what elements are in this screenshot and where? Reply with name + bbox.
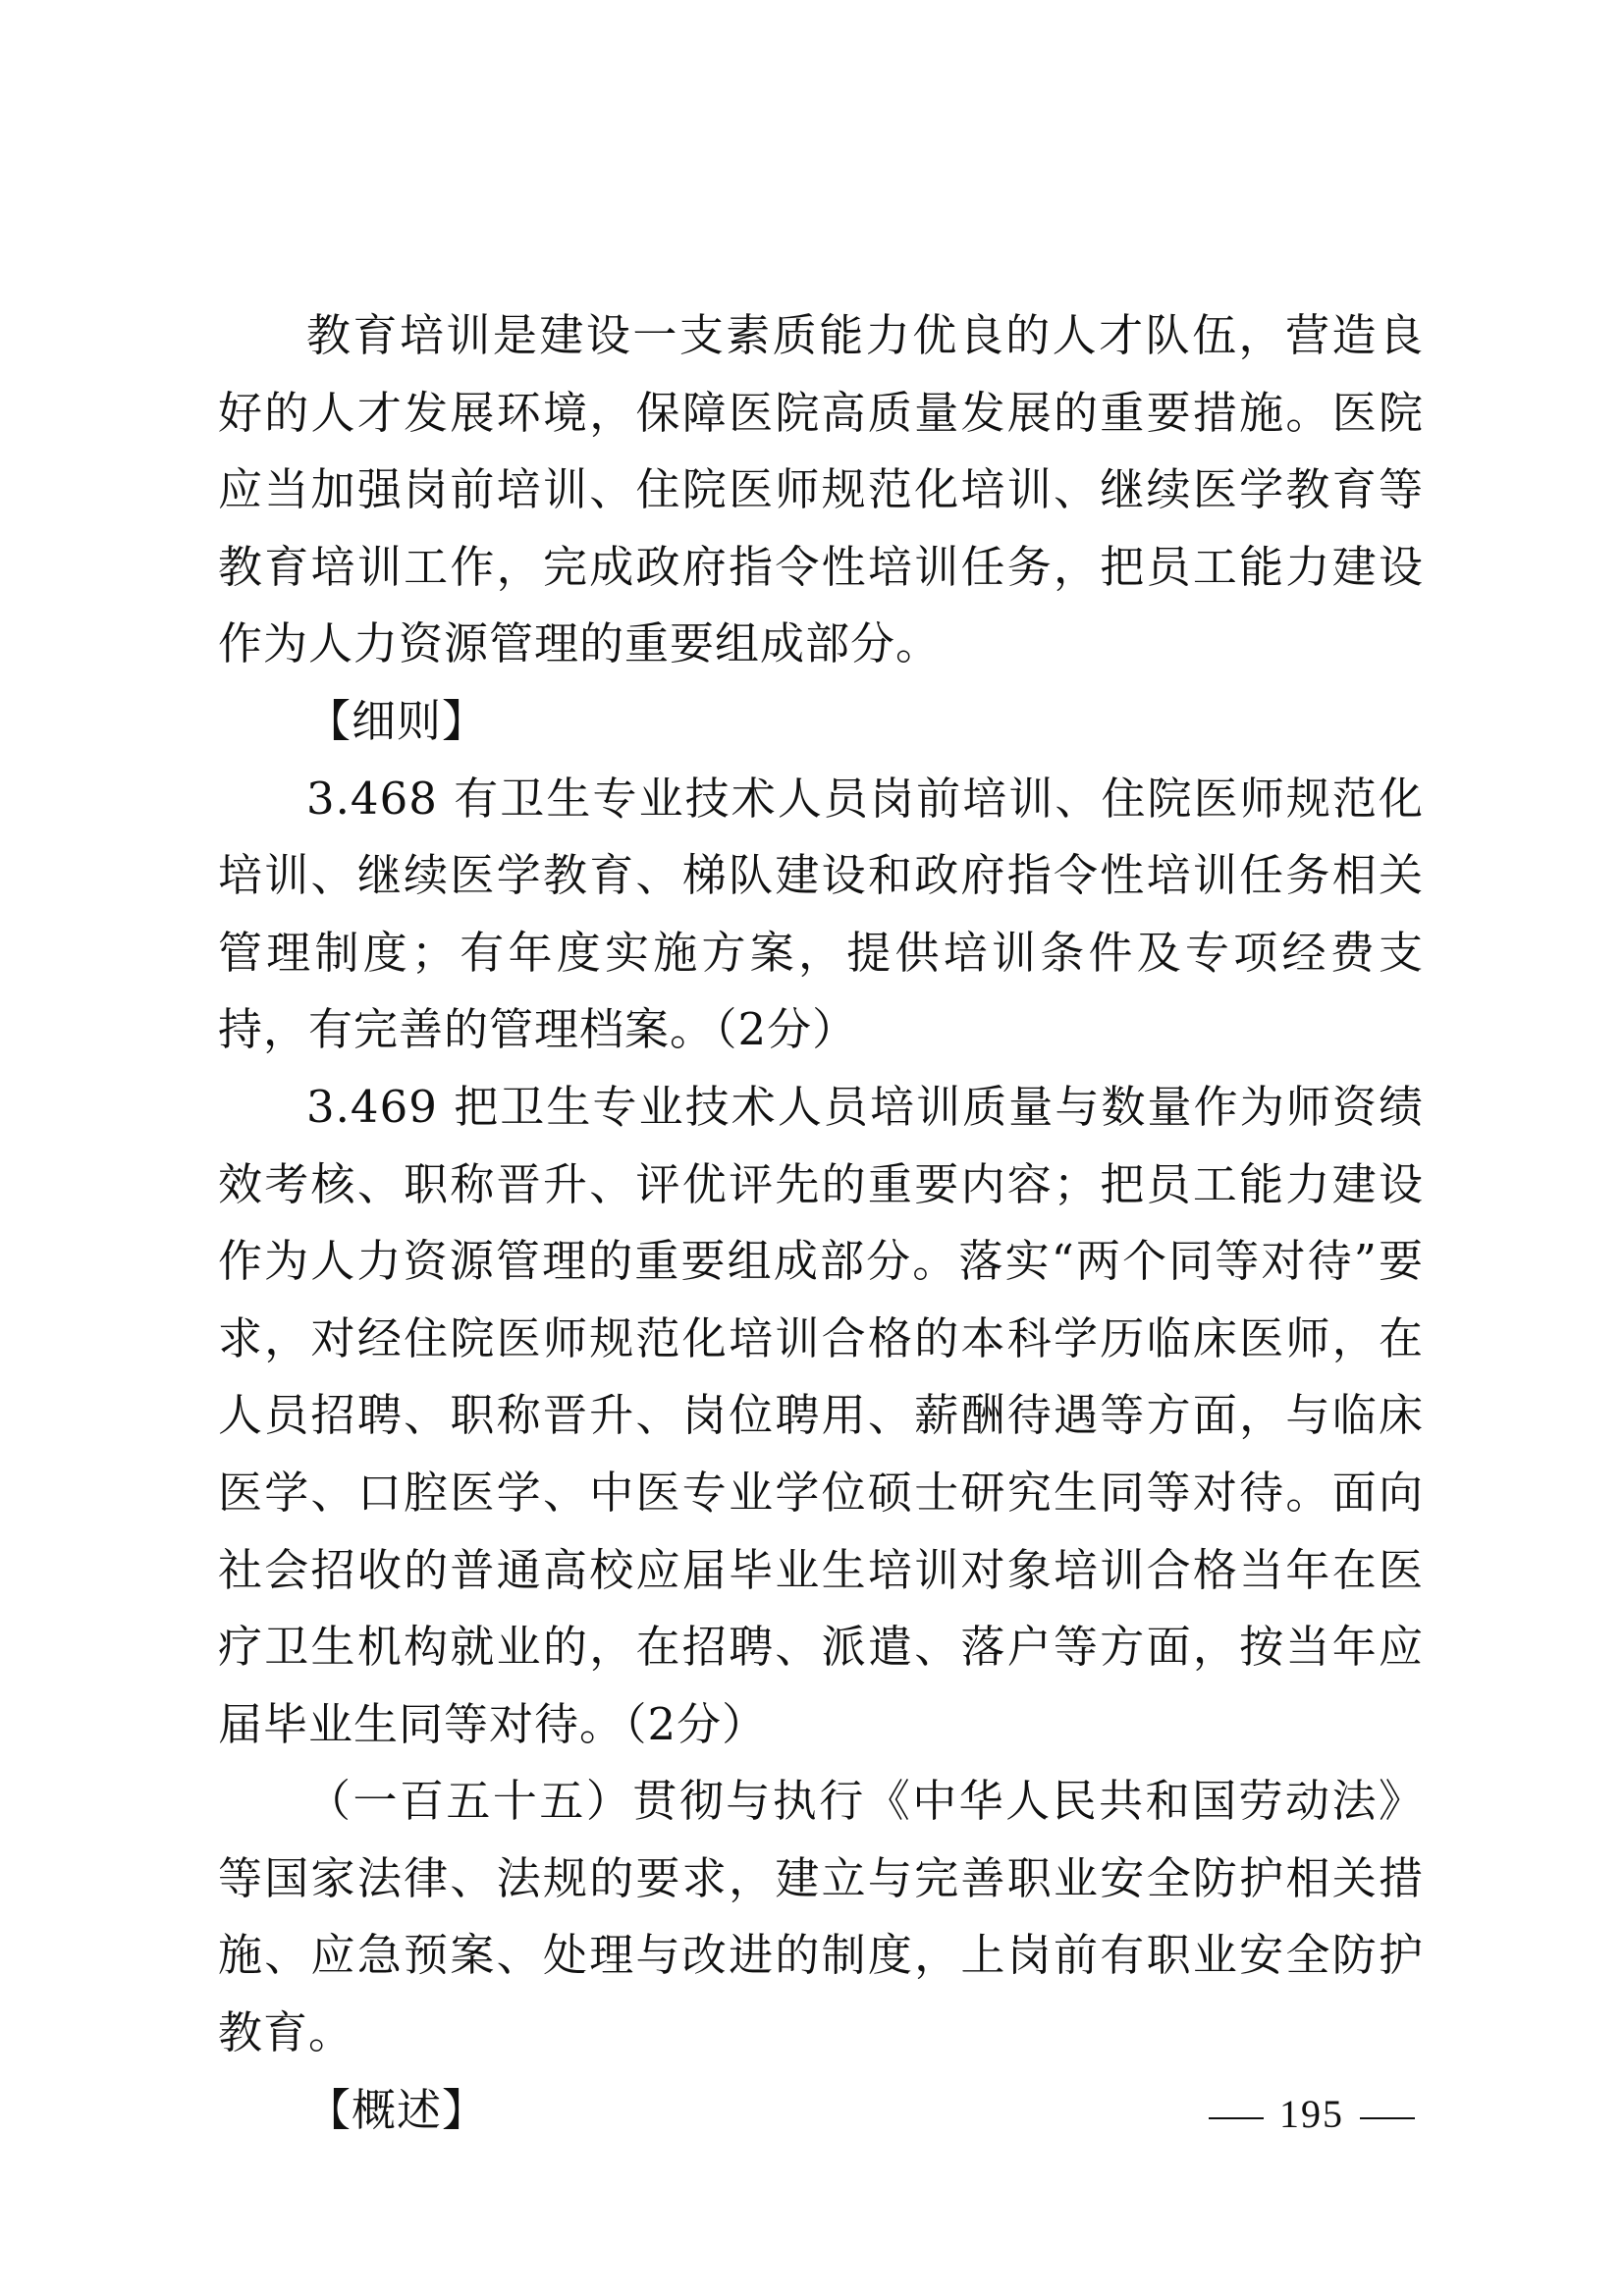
paragraph-intro: 教育培训是建设一支素质能力优良的人才队伍，营造良好的人才发展环境，保障医院高质量发展的重要措施。医院应当加强岗前培训、住院医师规范化培训、继续医学教育等教育培训工作，完成政府指令性培训任务，把员工能力建设作为人力资源管理的重要组成部分。 — [218, 309, 1424, 670]
section-heading-overview: 【概述】 — [306, 2083, 488, 2136]
page-footer — [1193, 2091, 1431, 2137]
dash-left — [1209, 2117, 1264, 2119]
document-body — [218, 297, 1424, 2149]
dash-right — [1360, 2117, 1415, 2119]
paragraph-item-155: （一百五十五）贯彻与执行《中华人民共和国劳动法》等国家法律、法规的要求，建立与完善职业安全防护相关措施、应急预案、处理与改进的制度，上岗前有职业安全防护教育。 — [218, 1775, 1424, 2059]
paragraph-rule-3-468: 3.468 有卫生专业技术人员岗前培训、住院医师规范化培训、继续医学教育、梯队建设和政府指令性培训任务相关管理制度；有年度实施方案，提供培训条件及专项经费支持，有完善的管理档案。（2分） — [218, 772, 1424, 1056]
page-number: 195 — [1279, 2092, 1344, 2136]
section-heading-rules: 【细则】 — [306, 694, 488, 747]
paragraph-rule-3-469: 3.469 把卫生专业技术人员培训质量与数量作为师资绩效考核、职称晋升、评优评先的重要内容；把员工能力建设作为人力资源管理的重要组成部分。落实“两个同等对待”要求，对经住院医师规范化培训合格的本科学历临床医师，在人员招聘、职称晋升、岗位聘用、薪酬待遇等方面，与临床医学、口腔医学、中医专业学位硕士研究生同等对待。面向社会招收的普通高校应届毕业生培训对象培训合格当年在医疗卫生机构就业的，在招聘、派遣、落户等方面，按当年应届毕业生同等对待。（2分） — [218, 1080, 1424, 1750]
